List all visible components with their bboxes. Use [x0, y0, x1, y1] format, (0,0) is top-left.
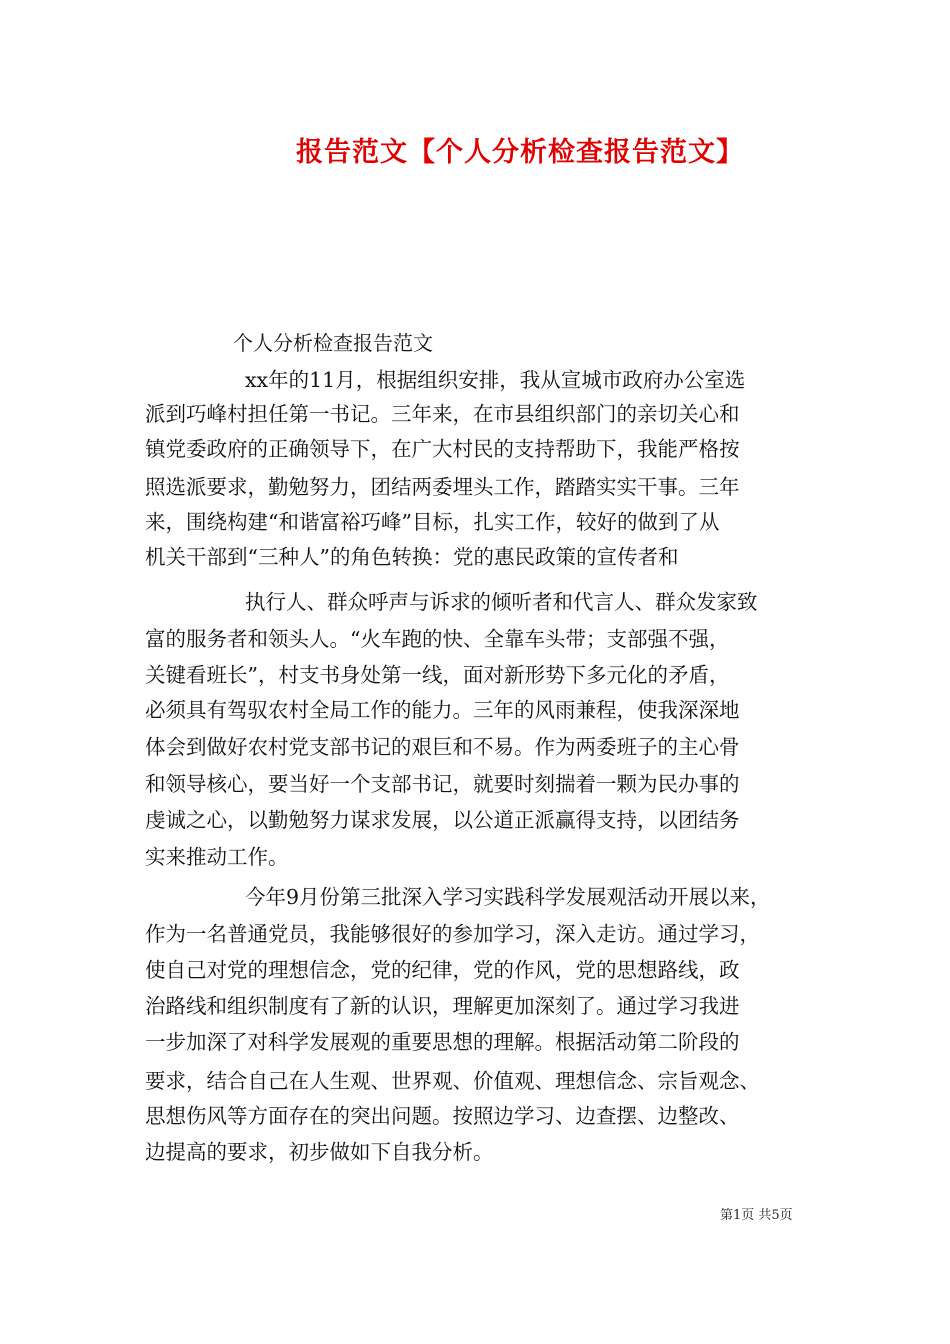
- paragraph-line: 执行人、群众呼声与诉求的倾听者和代言人、群众发家致: [245, 590, 758, 614]
- paragraph-line: 富的服务者和领头人。“火车跑的快、全靠车头带；支部强不强，: [145, 627, 730, 651]
- paragraph-line: 必须具有驾驭农村全局工作的能力。三年的风雨兼程，使我深深地: [145, 698, 740, 722]
- paragraph-line: 使自己对党的理想信念，党的纪律，党的作风，党的思想路线，政: [145, 958, 740, 982]
- paragraph-line: 来，围绕构建“和谐富裕巧峰”目标，扎实工作，较好的做到了从: [145, 510, 720, 534]
- paragraph-line: 关键看班长”，村支书身处第一线，面对新形势下多元化的矛盾，: [145, 663, 730, 687]
- paragraph-line: 作为一名普通党员，我能够很好的参加学习，深入走访。通过学习，: [145, 922, 760, 946]
- paragraph-line: 一步加深了对科学发展观的重要思想的理解。根据活动第二阶段的: [145, 1030, 740, 1054]
- paragraph-line: 体会到做好农村党支部书记的艰巨和不易。作为两委班子的主心骨: [145, 735, 740, 759]
- paragraph-line: xx年的11月，根据组织安排，我从宣城市政府办公室选: [245, 368, 746, 392]
- paragraph-line: 镇党委政府的正确领导下，在广大村民的支持帮助下，我能严格按: [145, 437, 740, 461]
- paragraph-line: 今年9月份第三批深入学习实践科学发展观活动开展以来，: [245, 885, 771, 909]
- paragraph-line: 派到巧峰村担任第一书记。三年来，在市县组织部门的亲切关心和: [145, 402, 740, 426]
- page-indicator: 第1页 共5页: [720, 1208, 793, 1223]
- paragraph-line: 思想伤风等方面存在的突出问题。按照边学习、边查摆、边整改、: [145, 1104, 740, 1128]
- document-title: 报告范文【个人分析检查报告范文】: [296, 137, 744, 168]
- paragraph-line: 要求，结合自己在人生观、世界观、价值观、理想信念、宗旨观念、: [145, 1069, 760, 1093]
- paragraph-line: 边提高的要求，初步做如下自我分析。: [145, 1140, 494, 1164]
- paragraph-line: 治路线和组织制度有了新的认识，理解更加深刻了。通过学习我进: [145, 994, 740, 1018]
- paragraph-line: 虔诚之心，以勤勉努力谋求发展，以公道正派赢得支持，以团结务: [145, 808, 740, 832]
- paragraph-line: 实来推动工作。: [145, 845, 289, 869]
- paragraph-line: 和领导核心，要当好一个支部书记，就要时刻揣着一颗为民办事的: [145, 772, 740, 796]
- document-subtitle: 个人分析检查报告范文: [233, 331, 433, 355]
- paragraph-line: 机关干部到“三种人”的角色转换：党的惠民政策的宣传者和: [145, 545, 679, 569]
- paragraph-line: 照选派要求，勤勉努力，团结两委埋头工作，踏踏实实干事。三年: [145, 475, 740, 499]
